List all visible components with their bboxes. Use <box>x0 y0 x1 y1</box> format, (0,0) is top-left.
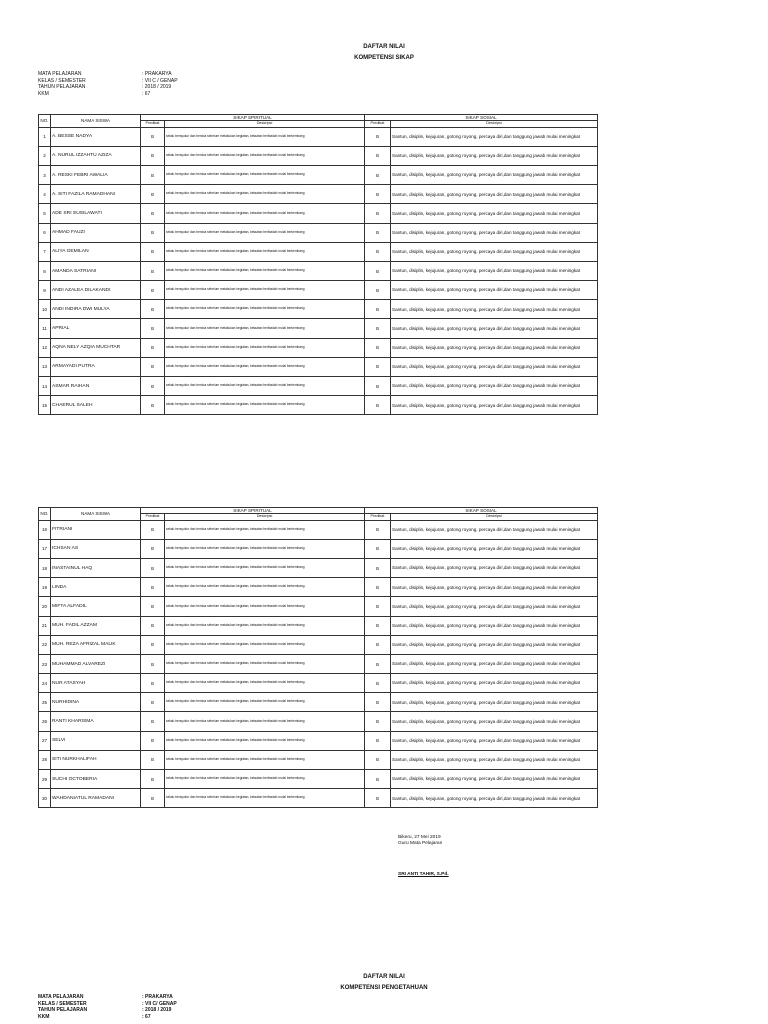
cell-student-name: NUR ATASYAH <box>51 674 141 693</box>
cell-predikat-spiritual: B <box>141 185 165 204</box>
table-row <box>39 165 598 184</box>
header-deskripsi-spiritual: Deskripsi <box>165 514 365 520</box>
doc-meta <box>38 71 178 98</box>
cell-deskripsi-social: Santun, disiplin, kejujuran, gotong royong, percaya diri,dan tanggung jawab mulai meningkat <box>391 520 598 539</box>
cell-no: 6 <box>39 223 51 242</box>
cell-predikat-spiritual: B <box>141 539 165 558</box>
table-row <box>39 578 598 597</box>
cell-predikat-social: B <box>365 558 391 577</box>
cell-predikat-social: B <box>365 204 391 223</box>
cell-no: 27 <box>39 731 51 750</box>
cell-predikat-spiritual: B <box>141 242 165 261</box>
cell-deskripsi-spiritual: selalu bersyukur dan berdoa sebelum melakukan kegiatan, ketaatan beribadah mulai berkembang <box>165 185 365 204</box>
cell-predikat-social: B <box>365 712 391 731</box>
cell-student-name: WAHDANIATUL RAMADANI <box>51 789 141 808</box>
cell-no: 1 <box>39 127 51 146</box>
cell-no: 26 <box>39 712 51 731</box>
cell-predikat-social: B <box>365 300 391 319</box>
table-row <box>39 558 598 577</box>
cell-student-name: SELVI <box>51 731 141 750</box>
cell-deskripsi-social: Santun, disiplin, kejujuran, gotong royong, percaya diri,dan tanggung jawab mulai meningkat <box>391 165 598 184</box>
cell-no: 15 <box>39 396 51 415</box>
cell-predikat-social: B <box>365 693 391 712</box>
cell-deskripsi-spiritual: selalu bersyukur dan berdoa sebelum melakukan kegiatan, ketaatan beribadah mulai berkembang <box>165 712 365 731</box>
cell-predikat-spiritual: B <box>141 165 165 184</box>
cell-no: 30 <box>39 789 51 808</box>
table-row <box>39 127 598 146</box>
table-row <box>39 185 598 204</box>
cell-deskripsi-spiritual: selalu bersyukur dan berdoa sebelum melakukan kegiatan, ketaatan beribadah mulai berkembang <box>165 654 365 673</box>
meta-row-class: KELAS / SEMESTER : VII C / GENAP <box>38 77 178 84</box>
cell-deskripsi-spiritual: selalu bersyukur dan berdoa sebelum melakukan kegiatan, ketaatan beribadah mulai berkembang <box>165 616 365 635</box>
cell-no: 3 <box>39 165 51 184</box>
cell-deskripsi-social: Santun, disiplin, kejujuran, gotong royong, percaya diri,dan tanggung jawab mulai meningkat <box>391 377 598 396</box>
cell-deskripsi-spiritual: selalu bersyukur dan berdoa sebelum melakukan kegiatan, ketaatan beribadah mulai berkembang <box>165 770 365 789</box>
cell-deskripsi-spiritual: selalu bersyukur dan berdoa sebelum melakukan kegiatan, ketaatan beribadah mulai berkembang <box>165 597 365 616</box>
cell-student-name: A. NURUL IZZAHTU AZIZA <box>51 146 141 165</box>
cell-predikat-spiritual: B <box>141 750 165 769</box>
cell-no: 2 <box>39 146 51 165</box>
cell-predikat-spiritual: B <box>141 338 165 357</box>
cell-deskripsi-spiritual: selalu bersyukur dan berdoa sebelum melakukan kegiatan, ketaatan beribadah mulai berkembang <box>165 281 365 300</box>
cell-predikat-spiritual: B <box>141 770 165 789</box>
cell-predikat-social: B <box>365 578 391 597</box>
meta-row-kkm: KKM : 67 <box>38 1014 151 1021</box>
table-row <box>39 789 598 808</box>
signature-block <box>398 835 442 847</box>
cell-predikat-social: B <box>365 185 391 204</box>
cell-predikat-spiritual: B <box>141 597 165 616</box>
cell-predikat-social: B <box>365 616 391 635</box>
cell-predikat-spiritual: B <box>141 127 165 146</box>
doc2-title: DAFTAR NILAI <box>363 974 405 980</box>
cell-no: 20 <box>39 597 51 616</box>
cell-predikat-spiritual: B <box>141 204 165 223</box>
cell-predikat-social: B <box>365 674 391 693</box>
cell-student-name: A. RESKI FEBRI AWALIA <box>51 165 141 184</box>
cell-student-name: ALIYA GEMILAN <box>51 242 141 261</box>
cell-predikat-social: B <box>365 165 391 184</box>
cell-student-name: A. SITI FAZILA RAMADHANI <box>51 185 141 204</box>
cell-predikat-spiritual: B <box>141 281 165 300</box>
table-row <box>39 146 598 165</box>
cell-predikat-spiritual: B <box>141 712 165 731</box>
cell-student-name: LINDA <box>51 578 141 597</box>
meta-row-kkm: KKM : 67 <box>38 91 151 98</box>
signature-place-date: Bikeru, 27 Mei 2019 <box>398 835 441 840</box>
cell-predikat-social: B <box>365 597 391 616</box>
cell-deskripsi-social: Santun, disiplin, kejujuran, gotong royong, percaya diri,dan tanggung jawab mulai meningkat <box>391 635 598 654</box>
table-row <box>39 770 598 789</box>
cell-predikat-spiritual: B <box>141 520 165 539</box>
cell-predikat-spiritual: B <box>141 789 165 808</box>
meta-row-subject: MATA PELAJARAN : PRAKARYA <box>38 71 172 77</box>
cell-deskripsi-spiritual: selalu bersyukur dan berdoa sebelum melakukan kegiatan, ketaatan beribadah mulai berkembang <box>165 242 365 261</box>
cell-no: 5 <box>39 204 51 223</box>
table-row <box>39 223 598 242</box>
cell-no: 18 <box>39 558 51 577</box>
header-no: NO. <box>39 115 51 128</box>
grades-table-1-body <box>39 127 598 415</box>
header-spiritual: SIKAP SPIRITUAL <box>141 115 365 121</box>
cell-student-name: CHAERUL SALEH <box>51 396 141 415</box>
grades-table-2-body <box>39 520 598 808</box>
cell-student-name: RANTI KHARISMA <box>51 712 141 731</box>
doc-title: DAFTAR NILAI <box>363 44 405 50</box>
meta-row-year: TAHUN PELAJARAN : 2018 / 2019 <box>38 1007 172 1014</box>
cell-deskripsi-social: Santun, disiplin, kejujuran, gotong royong, percaya diri,dan tanggung jawab mulai meningkat <box>391 597 598 616</box>
doc-subtitle: KOMPETENSI SIKAP <box>354 55 414 61</box>
cell-no: 8 <box>39 261 51 280</box>
cell-deskripsi-spiritual: selalu bersyukur dan berdoa sebelum melakukan kegiatan, ketaatan beribadah mulai berkembang <box>165 338 365 357</box>
cell-deskripsi-social: Santun, disiplin, kejujuran, gotong royong, percaya diri,dan tanggung jawab mulai meningkat <box>391 319 598 338</box>
cell-deskripsi-social: Santun, disiplin, kejujuran, gotong royong, percaya diri,dan tanggung jawab mulai meningkat <box>391 396 598 415</box>
cell-predikat-social: B <box>365 770 391 789</box>
header-spiritual: SIKAP SPIRITUAL <box>141 508 365 514</box>
cell-no: 11 <box>39 319 51 338</box>
cell-deskripsi-spiritual: selalu bersyukur dan berdoa sebelum melakukan kegiatan, ketaatan beribadah mulai berkembang <box>165 396 365 415</box>
cell-predikat-spiritual: B <box>141 578 165 597</box>
header-social: SIKAP SOSIAL <box>365 508 598 514</box>
cell-deskripsi-social: Santun, disiplin, kejujuran, gotong royong, percaya diri,dan tanggung jawab mulai meningkat <box>391 185 598 204</box>
cell-deskripsi-spiritual: selalu bersyukur dan berdoa sebelum melakukan kegiatan, ketaatan beribadah mulai berkembang <box>165 731 365 750</box>
table-row <box>39 377 598 396</box>
meta-row-subject: MATA PELAJARAN : PRAKARYA <box>38 994 173 1000</box>
cell-deskripsi-social: Santun, disiplin, kejujuran, gotong royong, percaya diri,dan tanggung jawab mulai meningkat <box>391 750 598 769</box>
cell-no: 23 <box>39 654 51 673</box>
cell-predikat-social: B <box>365 261 391 280</box>
cell-predikat-spiritual: B <box>141 300 165 319</box>
cell-predikat-social: B <box>365 319 391 338</box>
cell-deskripsi-social: Santun, disiplin, kejujuran, gotong royong, percaya diri,dan tanggung jawab mulai meningkat <box>391 146 598 165</box>
cell-deskripsi-social: Santun, disiplin, kejujuran, gotong royong, percaya diri,dan tanggung jawab mulai meningkat <box>391 674 598 693</box>
cell-deskripsi-spiritual: selalu bersyukur dan berdoa sebelum melakukan kegiatan, ketaatan beribadah mulai berkembang <box>165 789 365 808</box>
cell-student-name: AQNA NELY AZQIA MUCHTAR <box>51 338 141 357</box>
cell-no: 9 <box>39 281 51 300</box>
table-row <box>39 712 598 731</box>
cell-predikat-social: B <box>365 654 391 673</box>
cell-no: 24 <box>39 674 51 693</box>
cell-predikat-spiritual: B <box>141 731 165 750</box>
cell-predikat-social: B <box>365 750 391 769</box>
cell-student-name: MUHAMMAD ALVAREZI <box>51 654 141 673</box>
cell-deskripsi-social: Santun, disiplin, kejujuran, gotong royong, percaya diri,dan tanggung jawab mulai meningkat <box>391 616 598 635</box>
cell-deskripsi-spiritual: selalu bersyukur dan berdoa sebelum melakukan kegiatan, ketaatan beribadah mulai berkembang <box>165 635 365 654</box>
grades-table-1 <box>38 114 598 415</box>
cell-predikat-spiritual: B <box>141 654 165 673</box>
cell-predikat-spiritual: B <box>141 377 165 396</box>
cell-no: 16 <box>39 520 51 539</box>
cell-deskripsi-spiritual: selalu bersyukur dan berdoa sebelum melakukan kegiatan, ketaatan beribadah mulai berkembang <box>165 146 365 165</box>
doc2-meta <box>38 994 177 1021</box>
cell-deskripsi-social: Santun, disiplin, kejujuran, gotong royong, percaya diri,dan tanggung jawab mulai meningkat <box>391 127 598 146</box>
header-deskripsi-social: Deskripsi <box>391 121 598 127</box>
cell-no: 13 <box>39 357 51 376</box>
cell-deskripsi-social: Santun, disiplin, kejujuran, gotong royong, percaya diri,dan tanggung jawab mulai meningkat <box>391 539 598 558</box>
cell-deskripsi-social: Santun, disiplin, kejujuran, gotong royong, percaya diri,dan tanggung jawab mulai meningkat <box>391 712 598 731</box>
cell-deskripsi-spiritual: selalu bersyukur dan berdoa sebelum melakukan kegiatan, ketaatan beribadah mulai berkembang <box>165 319 365 338</box>
cell-deskripsi-social: Santun, disiplin, kejujuran, gotong royong, percaya diri,dan tanggung jawab mulai meningkat <box>391 204 598 223</box>
header-predikat-social: Predikat <box>365 121 391 127</box>
cell-student-name: ADE SRI SUSILAWATI <box>51 204 141 223</box>
cell-student-name: SITI NURKHALIFAH <box>51 750 141 769</box>
table-row <box>39 616 598 635</box>
cell-student-name: MUH. FADIL AZZAM <box>51 616 141 635</box>
cell-deskripsi-social: Santun, disiplin, kejujuran, gotong royong, percaya diri,dan tanggung jawab mulai meningkat <box>391 261 598 280</box>
cell-no: 10 <box>39 300 51 319</box>
cell-no: 25 <box>39 693 51 712</box>
table-row <box>39 654 598 673</box>
cell-deskripsi-social: Santun, disiplin, kejujuran, gotong royong, percaya diri,dan tanggung jawab mulai meningkat <box>391 654 598 673</box>
signature-name: SRI ANTI TAHIR, S.Pd. <box>398 872 449 877</box>
cell-deskripsi-social: Santun, disiplin, kejujuran, gotong royong, percaya diri,dan tanggung jawab mulai meningkat <box>391 300 598 319</box>
cell-predikat-spiritual: B <box>141 616 165 635</box>
cell-predikat-social: B <box>365 146 391 165</box>
cell-deskripsi-spiritual: selalu bersyukur dan berdoa sebelum melakukan kegiatan, ketaatan beribadah mulai berkembang <box>165 539 365 558</box>
grades-table-2 <box>38 507 598 808</box>
table-row <box>39 396 598 415</box>
cell-deskripsi-spiritual: selalu bersyukur dan berdoa sebelum melakukan kegiatan, ketaatan beribadah mulai berkembang <box>165 223 365 242</box>
cell-predikat-spiritual: B <box>141 693 165 712</box>
cell-predikat-spiritual: B <box>141 223 165 242</box>
cell-no: 29 <box>39 770 51 789</box>
table-row <box>39 597 598 616</box>
cell-predikat-spiritual: B <box>141 319 165 338</box>
header-predikat-social: Predikat <box>365 514 391 520</box>
cell-predikat-social: B <box>365 396 391 415</box>
cell-no: 17 <box>39 539 51 558</box>
cell-predikat-spiritual: B <box>141 635 165 654</box>
cell-deskripsi-social: Santun, disiplin, kejujuran, gotong royong, percaya diri,dan tanggung jawab mulai meningkat <box>391 731 598 750</box>
cell-predikat-social: B <box>365 520 391 539</box>
header-name: NAMA SISWA <box>51 508 141 521</box>
cell-deskripsi-spiritual: selalu bersyukur dan berdoa sebelum melakukan kegiatan, ketaatan beribadah mulai berkembang <box>165 357 365 376</box>
cell-predikat-spiritual: B <box>141 357 165 376</box>
cell-predikat-social: B <box>365 223 391 242</box>
cell-student-name: MIFTA ALFADIL <box>51 597 141 616</box>
cell-no: 4 <box>39 185 51 204</box>
cell-deskripsi-spiritual: selalu bersyukur dan berdoa sebelum melakukan kegiatan, ketaatan beribadah mulai berkembang <box>165 750 365 769</box>
cell-student-name: ARMAYADI PUTRA <box>51 357 141 376</box>
table-row <box>39 261 598 280</box>
cell-student-name: ANDI AZALEA DILAKANDI <box>51 281 141 300</box>
meta-row-year: TAHUN PELAJARAN : 2018 / 2019 <box>38 84 172 91</box>
cell-student-name: AMANDA SATRIANI <box>51 261 141 280</box>
cell-deskripsi-spiritual: selalu bersyukur dan berdoa sebelum melakukan kegiatan, ketaatan beribadah mulai berkembang <box>165 261 365 280</box>
cell-deskripsi-social: Santun, disiplin, kejujuran, gotong royong, percaya diri,dan tanggung jawab mulai meningkat <box>391 223 598 242</box>
table-row <box>39 750 598 769</box>
cell-predikat-spiritual: B <box>141 558 165 577</box>
table-row <box>39 520 598 539</box>
cell-predikat-social: B <box>365 357 391 376</box>
cell-no: 28 <box>39 750 51 769</box>
cell-deskripsi-social: Santun, disiplin, kejujuran, gotong royong, percaya diri,dan tanggung jawab mulai meningkat <box>391 338 598 357</box>
cell-deskripsi-spiritual: selalu bersyukur dan berdoa sebelum melakukan kegiatan, ketaatan beribadah mulai berkembang <box>165 578 365 597</box>
table-row <box>39 674 598 693</box>
cell-deskripsi-social: Santun, disiplin, kejujuran, gotong royong, percaya diri,dan tanggung jawab mulai meningkat <box>391 558 598 577</box>
cell-deskripsi-spiritual: selalu bersyukur dan berdoa sebelum melakukan kegiatan, ketaatan beribadah mulai berkembang <box>165 693 365 712</box>
table-row <box>39 539 598 558</box>
table-row <box>39 281 598 300</box>
header-name: NAMA SISWA <box>51 115 141 128</box>
cell-deskripsi-spiritual: selalu bersyukur dan berdoa sebelum melakukan kegiatan, ketaatan beribadah mulai berkembang <box>165 377 365 396</box>
cell-deskripsi-social: Santun, disiplin, kejujuran, gotong royong, percaya diri,dan tanggung jawab mulai meningkat <box>391 770 598 789</box>
cell-student-name: NURHIDINA <box>51 693 141 712</box>
cell-student-name: A. BESSE NADYA <box>51 127 141 146</box>
signature-role: Guru Mata Pelajaran <box>398 841 443 846</box>
cell-deskripsi-spiritual: selalu bersyukur dan berdoa sebelum melakukan kegiatan, ketaatan beribadah mulai berkembang <box>165 165 365 184</box>
table-row <box>39 338 598 357</box>
cell-predikat-spiritual: B <box>141 261 165 280</box>
meta-row-class: KELAS / SEMESTER : VII C/ GENAP <box>38 1000 177 1007</box>
cell-student-name: MUH. REZA AFRIZAL MALIK <box>51 635 141 654</box>
cell-student-name: ASMAR RAIHAN <box>51 377 141 396</box>
table-row <box>39 204 598 223</box>
header-deskripsi-spiritual: Deskripsi <box>165 121 365 127</box>
cell-deskripsi-social: Santun, disiplin, kejujuran, gotong royong, percaya diri,dan tanggung jawab mulai meningkat <box>391 789 598 808</box>
cell-student-name: AHMAD FAUZI <box>51 223 141 242</box>
cell-deskripsi-spiritual: selalu bersyukur dan berdoa sebelum melakukan kegiatan, ketaatan beribadah mulai berkembang <box>165 674 365 693</box>
cell-deskripsi-spiritual: selalu bersyukur dan berdoa sebelum melakukan kegiatan, ketaatan beribadah mulai berkembang <box>165 300 365 319</box>
table-row <box>39 242 598 261</box>
cell-predikat-social: B <box>365 377 391 396</box>
cell-deskripsi-spiritual: selalu bersyukur dan berdoa sebelum melakukan kegiatan, ketaatan beribadah mulai berkembang <box>165 204 365 223</box>
cell-deskripsi-social: Santun, disiplin, kejujuran, gotong royong, percaya diri,dan tanggung jawab mulai meningkat <box>391 693 598 712</box>
cell-no: 22 <box>39 635 51 654</box>
header-predikat-spiritual: Predikat <box>141 121 165 127</box>
table-row <box>39 300 598 319</box>
cell-no: 14 <box>39 377 51 396</box>
cell-student-name: ICHSAN AS <box>51 539 141 558</box>
header-social: SIKAP SOSIAL <box>365 115 598 121</box>
cell-predikat-social: B <box>365 127 391 146</box>
cell-predikat-social: B <box>365 281 391 300</box>
cell-student-name: SUCHI OCTOBERIA <box>51 770 141 789</box>
cell-no: 7 <box>39 242 51 261</box>
cell-no: 12 <box>39 338 51 357</box>
header-deskripsi-social: Deskripsi <box>391 514 598 520</box>
cell-predikat-social: B <box>365 242 391 261</box>
cell-predikat-social: B <box>365 635 391 654</box>
cell-student-name: FITRIANI <box>51 520 141 539</box>
cell-predikat-social: B <box>365 731 391 750</box>
cell-deskripsi-social: Santun, disiplin, kejujuran, gotong royong, percaya diri,dan tanggung jawab mulai meningkat <box>391 281 598 300</box>
cell-student-name: INASTAINUL HAQ <box>51 558 141 577</box>
cell-deskripsi-spiritual: selalu bersyukur dan berdoa sebelum melakukan kegiatan, ketaatan beribadah mulai berkembang <box>165 127 365 146</box>
table-row <box>39 635 598 654</box>
cell-student-name: APRIAL <box>51 319 141 338</box>
table-row <box>39 319 598 338</box>
table-row <box>39 357 598 376</box>
cell-predikat-social: B <box>365 539 391 558</box>
table-row <box>39 731 598 750</box>
cell-predikat-spiritual: B <box>141 396 165 415</box>
cell-deskripsi-spiritual: selalu bersyukur dan berdoa sebelum melakukan kegiatan, ketaatan beribadah mulai berkembang <box>165 558 365 577</box>
cell-predikat-spiritual: B <box>141 674 165 693</box>
cell-deskripsi-social: Santun, disiplin, kejujuran, gotong royong, percaya diri,dan tanggung jawab mulai meningkat <box>391 578 598 597</box>
cell-no: 19 <box>39 578 51 597</box>
cell-no: 21 <box>39 616 51 635</box>
header-no: NO. <box>39 508 51 521</box>
cell-predikat-spiritual: B <box>141 146 165 165</box>
cell-predikat-social: B <box>365 789 391 808</box>
cell-predikat-social: B <box>365 338 391 357</box>
table-row <box>39 693 598 712</box>
cell-deskripsi-social: Santun, disiplin, kejujuran, gotong royong, percaya diri,dan tanggung jawab mulai meningkat <box>391 357 598 376</box>
cell-deskripsi-spiritual: selalu bersyukur dan berdoa sebelum melakukan kegiatan, ketaatan beribadah mulai berkembang <box>165 520 365 539</box>
cell-student-name: ANDI INDIRA DWI MULYA <box>51 300 141 319</box>
header-predikat-spiritual: Predikat <box>141 514 165 520</box>
doc2-subtitle: KOMPETENSI PENGETAHUAN <box>340 985 428 991</box>
cell-deskripsi-social: Santun, disiplin, kejujuran, gotong royong, percaya diri,dan tanggung jawab mulai meningkat <box>391 242 598 261</box>
